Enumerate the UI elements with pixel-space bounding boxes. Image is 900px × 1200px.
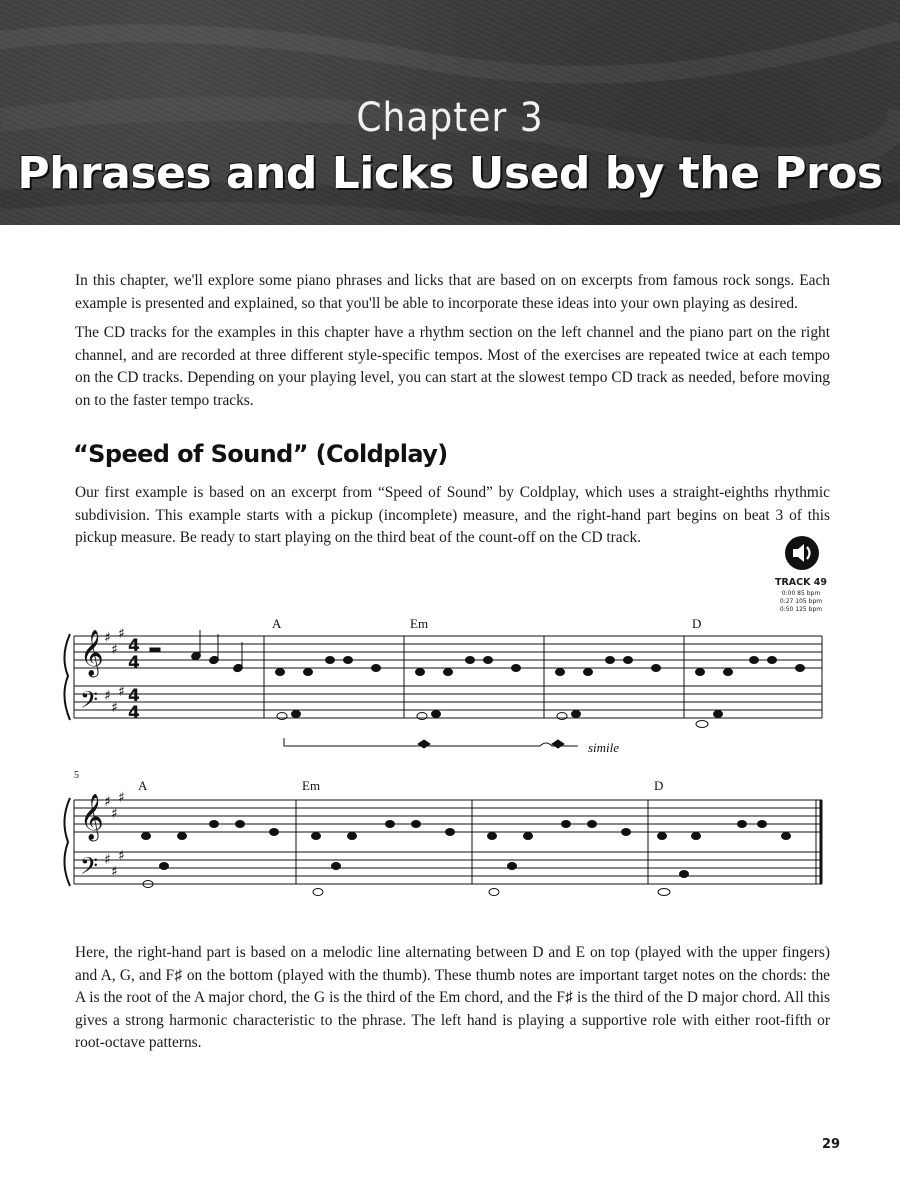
chapter-label: Chapter 3 (356, 95, 544, 141)
svg-text:♯: ♯ (104, 794, 111, 810)
page-number: 29 (822, 1137, 841, 1152)
bass-clef-icon: 𝄢 (80, 852, 99, 885)
intro-paragraph-2: The CD tracks for the examples in this chapter have a rhythm section on the left channel and the piano part on the right channel, and are recorded at three different style-specific tempos. Most of the exercises are repeated twice at each tempo on the CD tracks. Depending on your playing level, you can start at the slowest tempo CD track as needed, before moving on to the faster tempo tracks. (75, 324, 830, 409)
time-signature-top: 4 (128, 686, 140, 706)
time-signature-top: 4 (128, 636, 140, 656)
measure-number: 5 (74, 770, 79, 781)
chord-symbol: A (272, 616, 282, 631)
section-heading: “Speed of Sound” (Coldplay) (73, 440, 448, 468)
chord-symbol: A (138, 778, 148, 793)
treble-clef-icon: 𝄞 (80, 630, 104, 676)
system-1-treble-staff (74, 636, 822, 668)
system-2-bass-staff (74, 852, 822, 884)
track-label: TRACK 49 (774, 577, 827, 588)
bass-clef-icon: 𝄢 (80, 686, 99, 719)
svg-text:♯: ♯ (111, 864, 118, 880)
svg-text:♯: ♯ (118, 790, 125, 806)
chord-symbol: D (654, 778, 664, 793)
track-tempo: 0:00 85 bpm (781, 590, 821, 597)
svg-text:♯: ♯ (104, 852, 111, 868)
analysis-paragraph: Here, the right-hand part is based on a melodic line alternating between D and E on top (played with the upper fingers) and A, G, and F♯ on the bottom (played with the thumb). These thumb notes are important target notes on the chords: the A is the root of the A major chord, the G is the third of the Em chord, and the F♯ is the third of the D major chord. All this gives a strong harmonic characteristic to the phrase. The left hand is playing a supportive role with either root-fifth or root-octave patterns. (75, 944, 830, 1051)
time-signature-bottom: 4 (128, 703, 140, 723)
system-1-bass-staff (74, 686, 822, 718)
time-signature-bottom: 4 (128, 653, 140, 673)
svg-text:♯: ♯ (111, 806, 118, 822)
chapter-title: Phrases and Licks Used by the Pros (17, 148, 883, 199)
svg-text:♯: ♯ (118, 684, 125, 700)
track-tempo: 0:50 125 bpm (779, 606, 823, 613)
intro-paragraph-1: In this chapter, we'll explore some piano phrases and licks that are based on on excerpts from famous rock songs. Each example is presented and explained, so that you'll be able to incorporate these ideas into your own playing as desired. (75, 272, 830, 312)
treble-clef-icon: 𝄞 (80, 794, 104, 840)
simile-marking: simile (588, 740, 620, 755)
track-tempo: 0:27 105 bpm (779, 598, 823, 605)
chord-symbol: D (692, 616, 702, 631)
section-paragraph: Our first example is based on an excerpt from “Speed of Sound” by Coldplay, which uses a straight-eighths rhythmic subdivision. This example starts with a pickup (incomplete) measure, and the right-hand part begins on beat 3 of this pickup measure. Be ready to start playing on the third beat of the count-off on the CD track. (75, 484, 830, 546)
system-2-treble-staff (74, 800, 822, 832)
svg-text:♯: ♯ (104, 688, 111, 704)
svg-text:♯: ♯ (111, 642, 118, 658)
svg-text:♯: ♯ (104, 630, 111, 646)
svg-text:♯: ♯ (111, 700, 118, 716)
chord-symbol: Em (302, 778, 321, 793)
chord-symbol: Em (410, 616, 429, 631)
system-1-notes (150, 630, 805, 728)
svg-text:♯: ♯ (118, 848, 125, 864)
svg-text:♯: ♯ (118, 626, 125, 642)
